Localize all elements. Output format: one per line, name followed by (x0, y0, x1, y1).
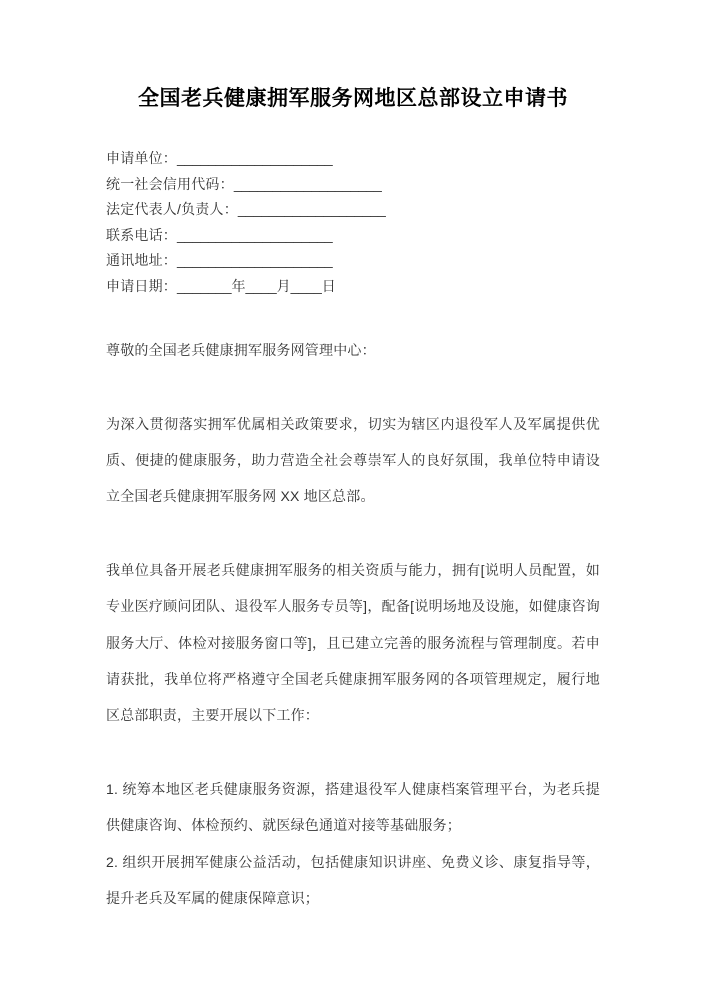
form-fields (106, 146, 600, 299)
form-field-row-address (106, 248, 600, 273)
salutation: 尊敬的全国老兵健康拥军服务网管理中心： (106, 342, 376, 359)
field-blank-line: ___________________ (237, 201, 386, 218)
field-label: 法定代表人/负责人： (106, 201, 238, 218)
field-label: 申请单位： (106, 150, 177, 167)
field-label: 申请日期： (106, 277, 177, 294)
field-blank-line: ___________________ (233, 175, 382, 192)
field-blank-line: _______年____月____日 (177, 277, 336, 294)
list-item-1: 1. 统筹本地区老兵健康服务资源，搭建退役军人健康档案管理平台，为老兵提供健康咨询、体检预约、就医绿色通道对接等基础服务； (106, 780, 600, 834)
form-field-row-application-date (106, 274, 600, 299)
work-items-list (106, 771, 600, 917)
page-title: 全国老兵健康拥军服务网地区总部设立申请书 (138, 87, 568, 110)
field-label: 通讯地址： (106, 252, 177, 269)
field-blank-line: ____________________ (177, 226, 333, 243)
field-blank-line: ____________________ (177, 252, 333, 269)
form-field-row-applicant-unit (106, 146, 600, 171)
form-field-row-legal-representative (106, 197, 600, 222)
list-item-2: 2. 组织开展拥军健康公益活动，包括健康知识讲座、免费义诊、康复指导等，提升老兵及军属的健康保障意识； (106, 853, 600, 906)
body-paragraph-intent: 为深入贯彻落实拥军优属相关政策要求，切实为辖区内退役军人及军属提供优质、便捷的健康服务，助力营造全社会尊崇军人的良好氛围，我单位特申请设立全国老兵健康拥军服务网 XX 地区总部。 (106, 415, 600, 505)
field-label: 统一社会信用代码： (106, 175, 234, 192)
field-label: 联系电话： (106, 226, 177, 243)
form-field-row-phone (106, 223, 600, 248)
form-field-row-credit-code (106, 172, 600, 197)
field-blank-line: ____________________ (177, 150, 333, 167)
body-paragraph-qualifications: 我单位具备开展老兵健康拥军服务的相关资质与能力，拥有[说明人员配置，如专业医疗顾问团队、退役军人服务专员等]，配备[说明场地及设施，如健康咨询服务大厅、体检对接服务窗口等]，且已建立完善的服务流程与管理制度。若申请获批，我单位将严格遵守全国老兵健康拥军服务网的各项管理规定，履行地区总部职责，主要开展以下工作： (106, 561, 600, 724)
